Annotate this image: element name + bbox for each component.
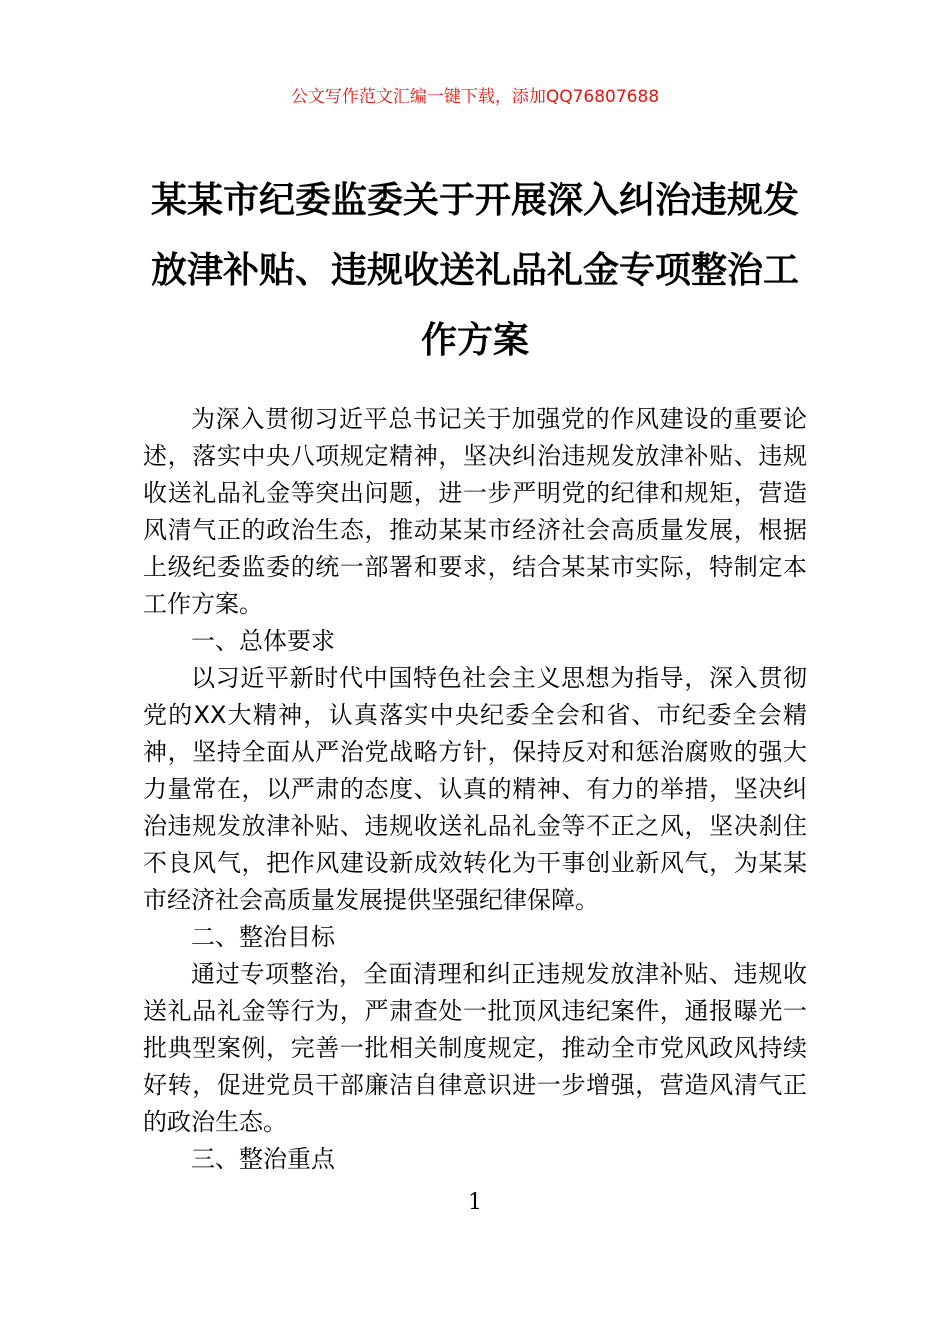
section-heading: 二、整治目标 bbox=[191, 923, 335, 951]
section-heading: 一、总体要求 bbox=[191, 627, 335, 655]
title-line: 作方案 bbox=[420, 320, 529, 361]
header-note: 公文写作范文汇编一键下载，添加QQ76807688 bbox=[290, 87, 660, 107]
document-body bbox=[143, 401, 807, 1178]
document-title bbox=[140, 166, 810, 376]
section-heading: 三、整治重点 bbox=[191, 1145, 335, 1173]
section-paragraph: 以习近平新时代中国特色社会主义思想为指导，深入贯彻党的XX大精神，认真落实中央纪委全会和省、市纪委全会精神，坚持全面从严治党战略方针，保持反对和惩治腐败的强大力量常在，以严肃的态度、认真的精神、有力的举措，坚决纠治违规发放津补贴、违规收送礼品礼金等不正之风，坚决刹住不良风气，把作风建设新成效转化为干事创业新风气，为某某市经济社会高质量发展提供坚强纪律保障。 bbox=[143, 664, 807, 914]
title-line: 放津补贴、违规收送礼品礼金专项整治工 bbox=[150, 250, 799, 291]
title-line: 某某市纪委监委关于开展深入纠治违规发 bbox=[150, 180, 799, 221]
page-number: 1 bbox=[468, 1190, 482, 1215]
intro-paragraph: 为深入贯彻习近平总书记关于加强党的作风建设的重要论述，落实中央八项规定精神，坚决纠治违规发放津补贴、违规收送礼品礼金等突出问题，进一步严明党的纪律和规矩，营造风清气正的政治生态，推动某某市经济社会高质量发展，根据上级纪委监委的统一部署和要求，结合某某市实际，特制定本工作方案。 bbox=[143, 405, 807, 618]
section-paragraph: 通过专项整治，全面清理和纠正违规发放津补贴、违规收送礼品礼金等行为，严肃查处一批顶风违纪案件，通报曝光一批典型案例，完善一批相关制度规定，推动全市党风政风持续好转，促进党员干部廉洁自律意识进一步增强，营造风清气正的政治生态。 bbox=[143, 960, 807, 1136]
